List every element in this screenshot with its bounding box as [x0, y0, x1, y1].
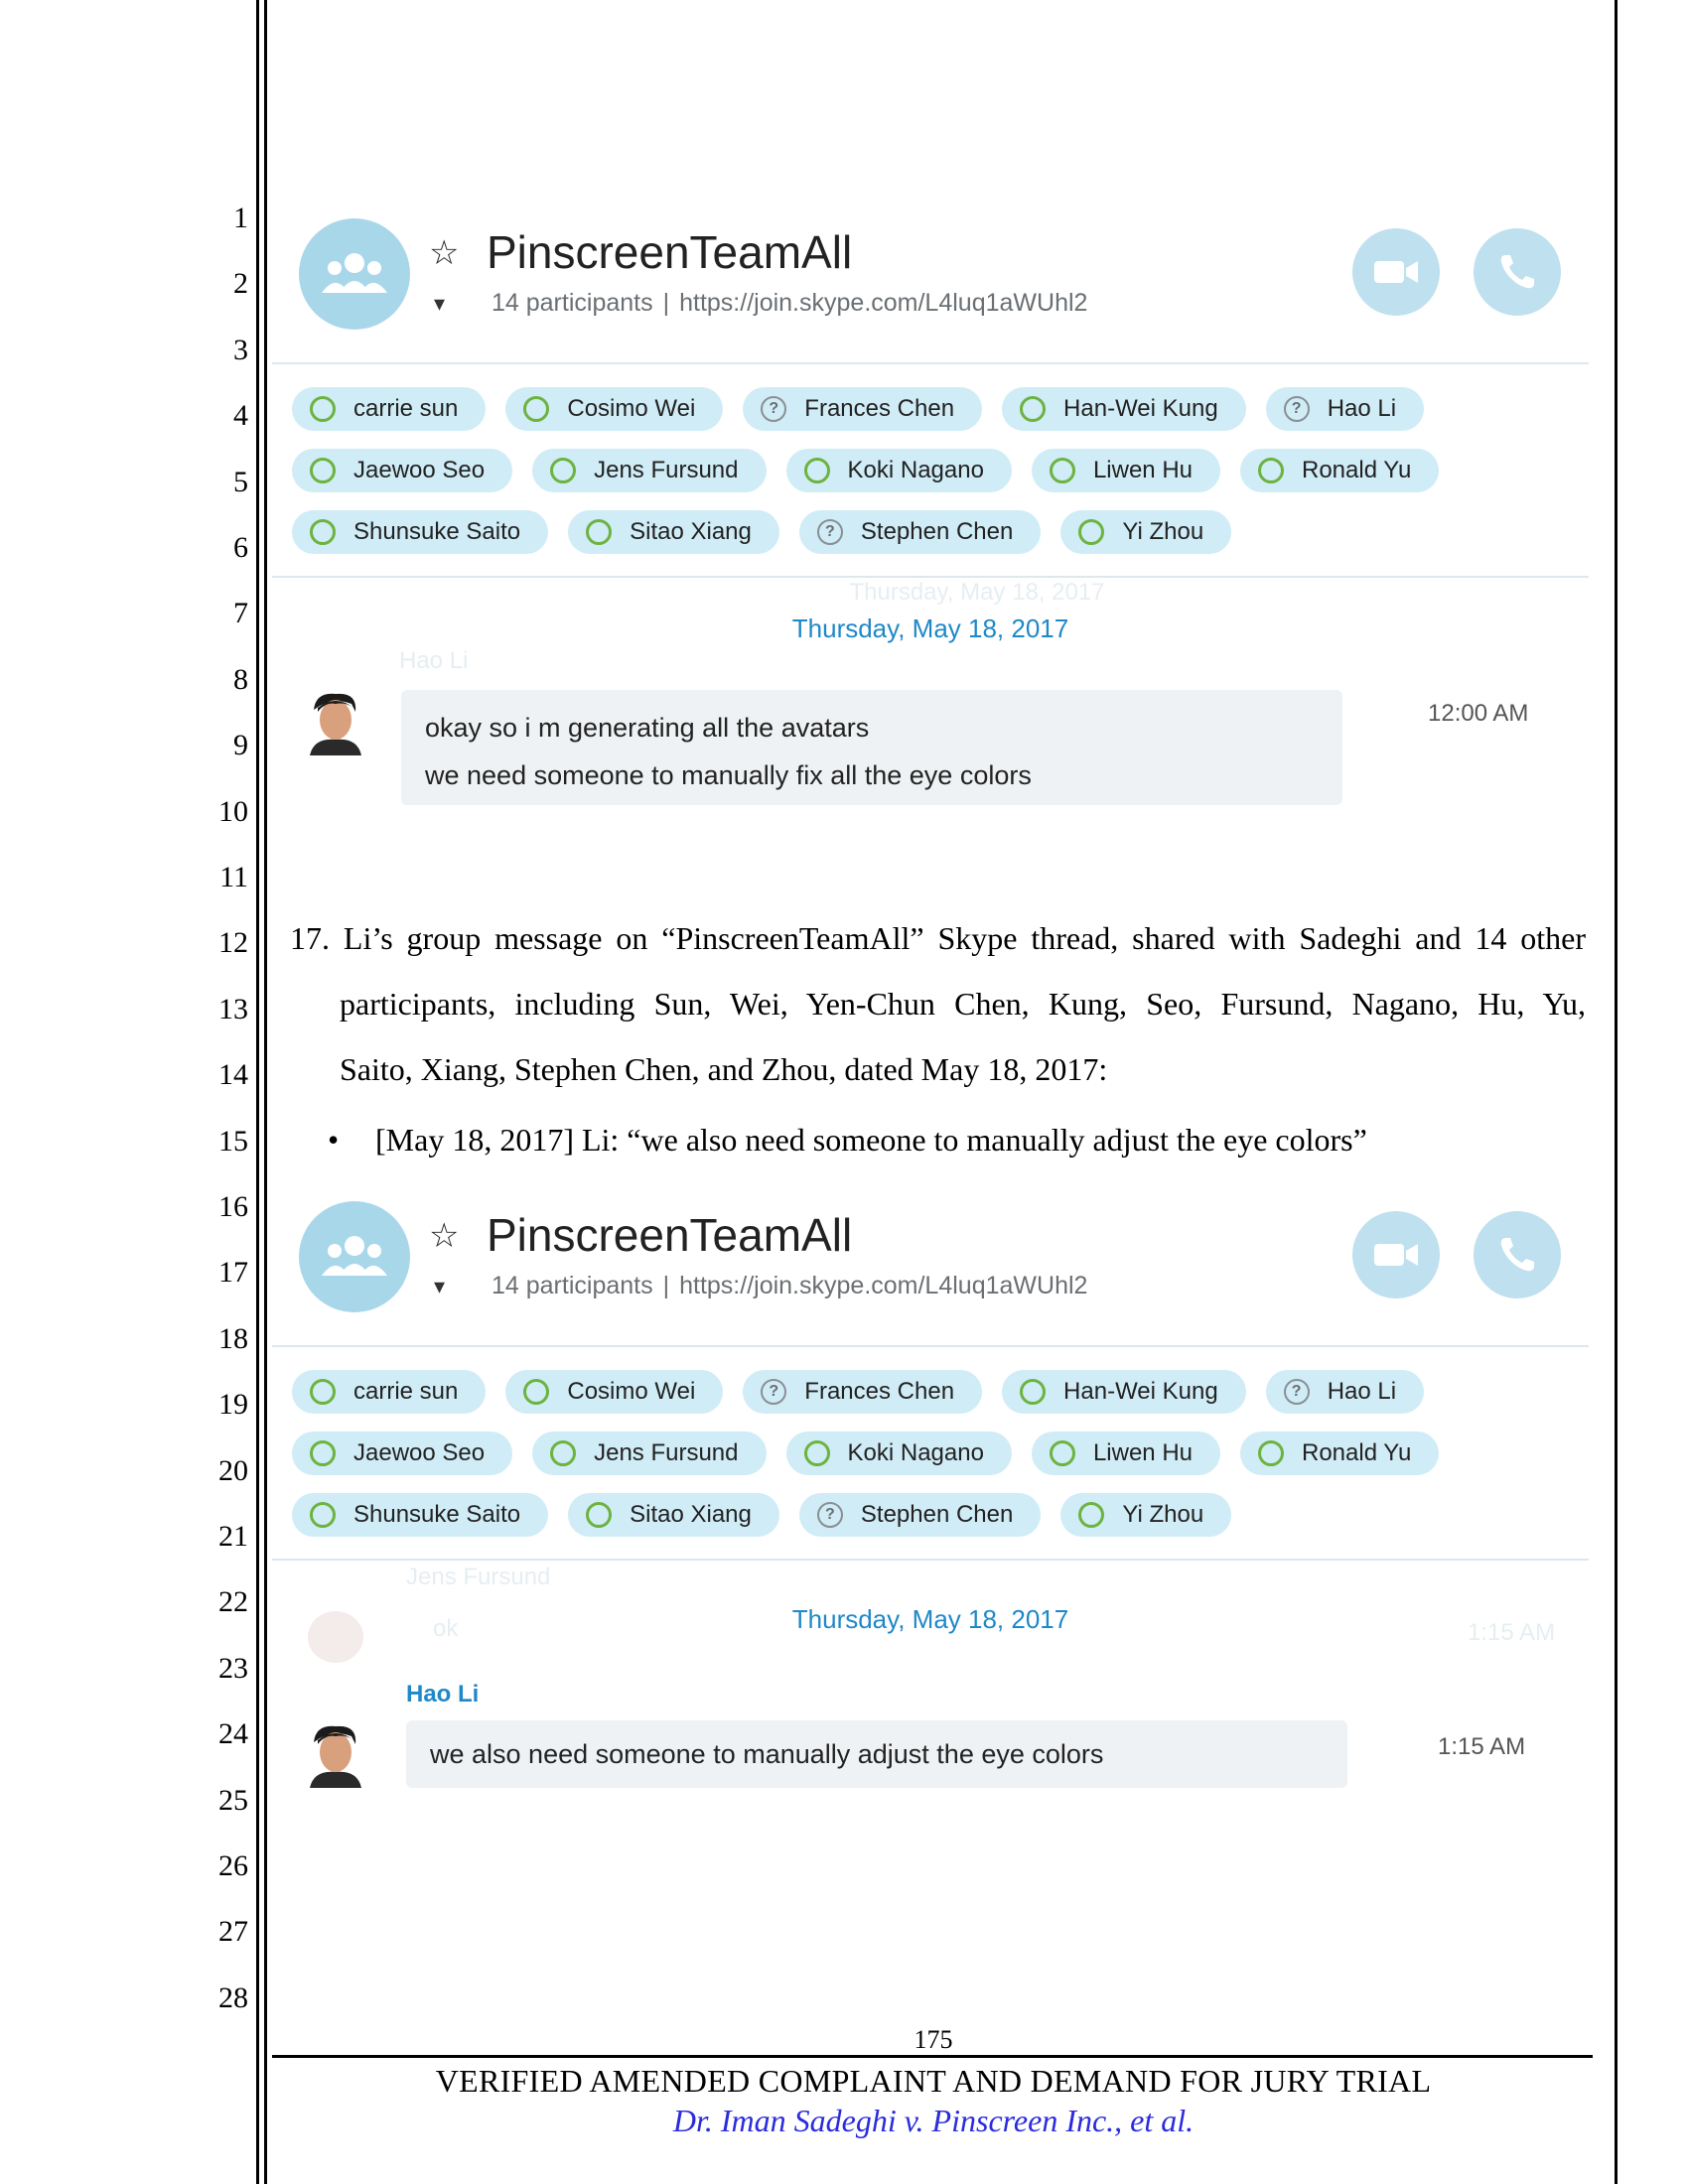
- line-number: 21: [218, 1520, 248, 1553]
- line-number: 13: [218, 992, 248, 1025]
- online-status-icon: [1020, 396, 1046, 422]
- participants-count[interactable]: 14 participants: [492, 289, 653, 317]
- participant-chip[interactable]: [292, 387, 486, 431]
- sender-name[interactable]: Hao Li: [406, 1681, 480, 1707]
- line-number: 15: [218, 1124, 248, 1158]
- line-number: 7: [233, 597, 248, 630]
- chips-divider: [272, 576, 1589, 578]
- online-status-icon: [523, 396, 549, 422]
- participant-name: Frances Chen: [804, 1378, 955, 1405]
- participant-chip[interactable]: [292, 449, 512, 492]
- pleading-rule-left-outer: [256, 0, 259, 2184]
- message-bubble: [406, 1720, 1347, 1788]
- participant-chip[interactable]: [1032, 1432, 1220, 1475]
- online-status-icon: [1050, 458, 1075, 483]
- message-line-1: we also need someone to manually adjust the eye colors: [430, 1739, 1104, 1769]
- participant-chip[interactable]: [1266, 387, 1424, 431]
- participant-name: Shunsuke Saito: [353, 1501, 521, 1528]
- phone-icon: [1497, 252, 1537, 292]
- online-status-icon: [310, 1502, 336, 1528]
- participant-chip[interactable]: [532, 1432, 766, 1475]
- participant-chip[interactable]: [1032, 449, 1220, 492]
- date-header: Thursday, May 18, 2017: [791, 1604, 1069, 1634]
- participant-chip[interactable]: [292, 1370, 486, 1414]
- join-link[interactable]: https://join.skype.com/L4luq1aWUhl2: [679, 1272, 1088, 1299]
- audio-call-button[interactable]: [1474, 1211, 1561, 1298]
- favorite-star-icon[interactable]: ☆: [429, 234, 460, 272]
- join-link[interactable]: https://join.skype.com/L4luq1aWUhl2: [679, 289, 1088, 317]
- paragraph-line-1: [290, 905, 1586, 971]
- line-number: 5: [233, 465, 248, 498]
- participant-name: carrie sun: [353, 1378, 459, 1405]
- online-status-icon: [310, 519, 336, 545]
- chips-divider: [272, 1559, 1589, 1561]
- group-avatar: [299, 1201, 410, 1312]
- participant-chip[interactable]: [532, 449, 766, 492]
- footer-case-caption: Dr. Iman Sadeghi v. Pinscreen Inc., et al.: [672, 2103, 1195, 2138]
- line-number: 11: [219, 861, 248, 893]
- header-divider: [272, 1345, 1589, 1347]
- participant-name: Stephen Chen: [860, 518, 1014, 545]
- participant-chip[interactable]: [1002, 1370, 1246, 1414]
- footer-title: VERIFIED AMENDED COMPLAINT AND DEMAND FOR JURY TRIAL: [435, 2063, 1432, 2099]
- bullet-text: [May 18, 2017] Li: “we also need someone to manually adjust the eye colors”: [375, 1122, 1367, 1158]
- group-avatar: [299, 218, 410, 330]
- participant-name: Frances Chen: [804, 395, 955, 422]
- message-timestamp: 12:00 AM: [1428, 700, 1529, 727]
- online-status-icon: [550, 458, 576, 483]
- avatar[interactable]: [306, 690, 365, 755]
- paragraph-line-1-text: Li’s group message on “PinscreenTeamAll” Skype thread, shared with Sadeghi and 14 other: [343, 920, 1587, 956]
- pleading-rule-left-inner: [264, 0, 267, 2184]
- online-status-icon: [804, 458, 830, 483]
- participant-chip[interactable]: [1060, 1493, 1231, 1537]
- faded-date-header: Thursday, May 18, 2017: [849, 579, 1105, 606]
- participant-name: Cosimo Wei: [567, 1378, 696, 1405]
- online-status-icon: [586, 519, 612, 545]
- phone-icon: [1497, 1235, 1537, 1275]
- line-number: 17: [218, 1256, 248, 1290]
- line-number: 23: [218, 1651, 248, 1685]
- participant-chip[interactable]: [799, 1493, 1041, 1537]
- line-number: 25: [218, 1783, 248, 1817]
- participant-row: [292, 510, 1583, 554]
- line-number: 16: [218, 1190, 248, 1223]
- line-number: 22: [218, 1585, 248, 1619]
- online-status-icon: [1078, 1502, 1104, 1528]
- participant-row: [292, 1370, 1583, 1414]
- line-number: 3: [233, 333, 248, 366]
- unknown-status-icon: ?: [1284, 1379, 1310, 1405]
- unknown-status-icon: ?: [817, 1502, 843, 1528]
- participant-chip[interactable]: [505, 387, 723, 431]
- online-status-icon: [550, 1440, 576, 1466]
- participant-name: Koki Nagano: [847, 1439, 984, 1466]
- participant-chip[interactable]: [1266, 1370, 1424, 1414]
- participant-name: Jaewoo Seo: [353, 457, 486, 483]
- favorite-star-icon[interactable]: ☆: [429, 1217, 460, 1255]
- participant-row: [292, 387, 1583, 431]
- unknown-status-icon: ?: [761, 396, 786, 422]
- line-number: 12: [218, 926, 248, 960]
- line-number: 9: [233, 729, 248, 762]
- audio-call-button[interactable]: [1474, 228, 1561, 316]
- participant-name: Jaewoo Seo: [353, 1439, 486, 1466]
- participant-chip[interactable]: [799, 510, 1041, 554]
- participant-name: Han-Wei Kung: [1063, 1378, 1218, 1405]
- participant-chip[interactable]: [786, 1432, 1012, 1475]
- conversation-title: PinscreenTeamAll: [487, 1209, 853, 1261]
- participant-chip[interactable]: [1060, 510, 1231, 554]
- participant-name: Yi Zhou: [1122, 518, 1204, 545]
- conversation-title: PinscreenTeamAll: [487, 226, 853, 278]
- line-number: 18: [218, 1321, 248, 1355]
- group-icon: [320, 1232, 389, 1282]
- faded-message: ok: [433, 1615, 459, 1642]
- line-number: 28: [218, 1980, 248, 2014]
- paragraph-17: [290, 905, 1586, 1102]
- unknown-status-icon: ?: [817, 519, 843, 545]
- participant-chip[interactable]: [743, 1370, 982, 1414]
- participant-chip[interactable]: [292, 1432, 512, 1475]
- online-status-icon: [1078, 519, 1104, 545]
- participant-name: Sitao Xiang: [630, 518, 752, 545]
- participant-name: Ronald Yu: [1302, 1439, 1412, 1466]
- line-number: 20: [218, 1453, 248, 1487]
- participant-name: Ronald Yu: [1302, 457, 1412, 483]
- footer-rule: [272, 2055, 1593, 2058]
- bullet-item: [328, 1114, 1367, 1165]
- online-status-icon: [310, 396, 336, 422]
- unknown-status-icon: ?: [761, 1379, 786, 1405]
- line-number: 19: [218, 1388, 248, 1422]
- participant-name: Liwen Hu: [1092, 457, 1193, 483]
- participant-row: [292, 449, 1583, 492]
- user-photo-icon: [306, 690, 365, 755]
- video-camera-icon: [1374, 1241, 1418, 1269]
- faded-sender-name: Hao Li: [399, 647, 469, 674]
- online-status-icon: [523, 1379, 549, 1405]
- video-call-button[interactable]: [1352, 1211, 1440, 1298]
- participant-name: Cosimo Wei: [567, 395, 696, 422]
- separator: |: [662, 1272, 670, 1299]
- participant-chip[interactable]: [786, 449, 1012, 492]
- online-status-icon: [310, 1440, 336, 1466]
- participant-name: Han-Wei Kung: [1063, 395, 1218, 422]
- participant-chip[interactable]: [505, 1370, 723, 1414]
- participant-name: Hao Li: [1327, 1378, 1397, 1405]
- video-call-button[interactable]: [1352, 228, 1440, 316]
- online-status-icon: [1050, 1440, 1075, 1466]
- line-number: 2: [233, 267, 248, 301]
- faded-timestamp: 1:15 AM: [1468, 1619, 1556, 1646]
- conversation-subline: [492, 1272, 1087, 1300]
- bullet-symbol: •: [328, 1122, 340, 1158]
- header-divider: [272, 362, 1589, 364]
- online-status-icon: [1258, 1440, 1284, 1466]
- line-number: 14: [218, 1058, 248, 1092]
- online-status-icon: [310, 1379, 336, 1405]
- online-status-icon: [804, 1440, 830, 1466]
- participant-chip[interactable]: [1240, 1432, 1439, 1475]
- participant-row: [292, 1432, 1583, 1475]
- participant-chip[interactable]: [292, 510, 548, 554]
- participant-name: Hao Li: [1327, 395, 1397, 422]
- user-photo-icon: [306, 1722, 365, 1788]
- group-icon: [320, 249, 389, 299]
- message-line-1: okay so i m generating all the avatars: [425, 713, 870, 743]
- online-status-icon: [1020, 1379, 1046, 1405]
- participant-name: Liwen Hu: [1092, 1439, 1193, 1466]
- participant-name: Jens Fursund: [594, 457, 739, 483]
- unknown-status-icon: ?: [1284, 396, 1310, 422]
- chevron-down-icon[interactable]: ▾: [434, 291, 446, 316]
- line-number: 8: [233, 662, 248, 696]
- line-number: 10: [218, 794, 248, 828]
- skype-screenshot-1: [272, 204, 1593, 829]
- skype-screenshot-2: [272, 1186, 1593, 1812]
- participant-chip[interactable]: [1002, 387, 1246, 431]
- online-status-icon: [310, 458, 336, 483]
- avatar[interactable]: [306, 1722, 365, 1788]
- message-line-2: we need someone to manually fix all the eye colors: [425, 760, 1032, 790]
- participant-row: [292, 1493, 1583, 1537]
- line-number: 26: [218, 1849, 248, 1882]
- paragraph-number: 17.: [290, 920, 330, 956]
- message-timestamp: 1:15 AM: [1438, 1733, 1526, 1760]
- line-number: 6: [233, 531, 248, 564]
- participant-name: Sitao Xiang: [630, 1501, 752, 1528]
- participant-chips: [292, 387, 1583, 572]
- line-number: 4: [233, 399, 248, 433]
- chevron-down-icon[interactable]: ▾: [434, 1274, 446, 1298]
- paragraph-line-2: participants, including Sun, Wei, Yen-Chun Chen, Kung, Seo, Fursund, Nagano, Hu, Yu,: [340, 986, 1586, 1022]
- participant-chip[interactable]: [292, 1493, 548, 1537]
- participant-chip[interactable]: [568, 1493, 779, 1537]
- participant-chip[interactable]: [1240, 449, 1439, 492]
- participant-name: Stephen Chen: [860, 1501, 1014, 1528]
- participant-chip[interactable]: [568, 510, 779, 554]
- line-number: 24: [218, 1717, 248, 1751]
- participant-name: Koki Nagano: [847, 457, 984, 483]
- participant-name: Jens Fursund: [594, 1439, 739, 1466]
- participant-chip[interactable]: [743, 387, 982, 431]
- participant-name: Yi Zhou: [1122, 1501, 1204, 1528]
- online-status-icon: [586, 1502, 612, 1528]
- participant-chips: [292, 1370, 1583, 1555]
- online-status-icon: [1258, 458, 1284, 483]
- separator: |: [662, 289, 670, 317]
- participants-count[interactable]: 14 participants: [492, 1272, 653, 1299]
- paragraph-line-3: Saito, Xiang, Stephen Chen, and Zhou, dated May 18, 2017:: [340, 1051, 1108, 1087]
- line-number: 1: [233, 202, 248, 234]
- date-header: Thursday, May 18, 2017: [791, 614, 1069, 643]
- participant-name: Shunsuke Saito: [353, 518, 521, 545]
- conversation-subline: [492, 289, 1087, 318]
- message-bubble: [401, 690, 1342, 805]
- participant-name: carrie sun: [353, 395, 459, 422]
- video-camera-icon: [1374, 258, 1418, 286]
- faded-sender-name: Jens Fursund: [406, 1564, 551, 1590]
- page-number: 175: [914, 2025, 953, 2054]
- pleading-rule-right: [1615, 0, 1618, 2184]
- line-number: 27: [218, 1915, 248, 1949]
